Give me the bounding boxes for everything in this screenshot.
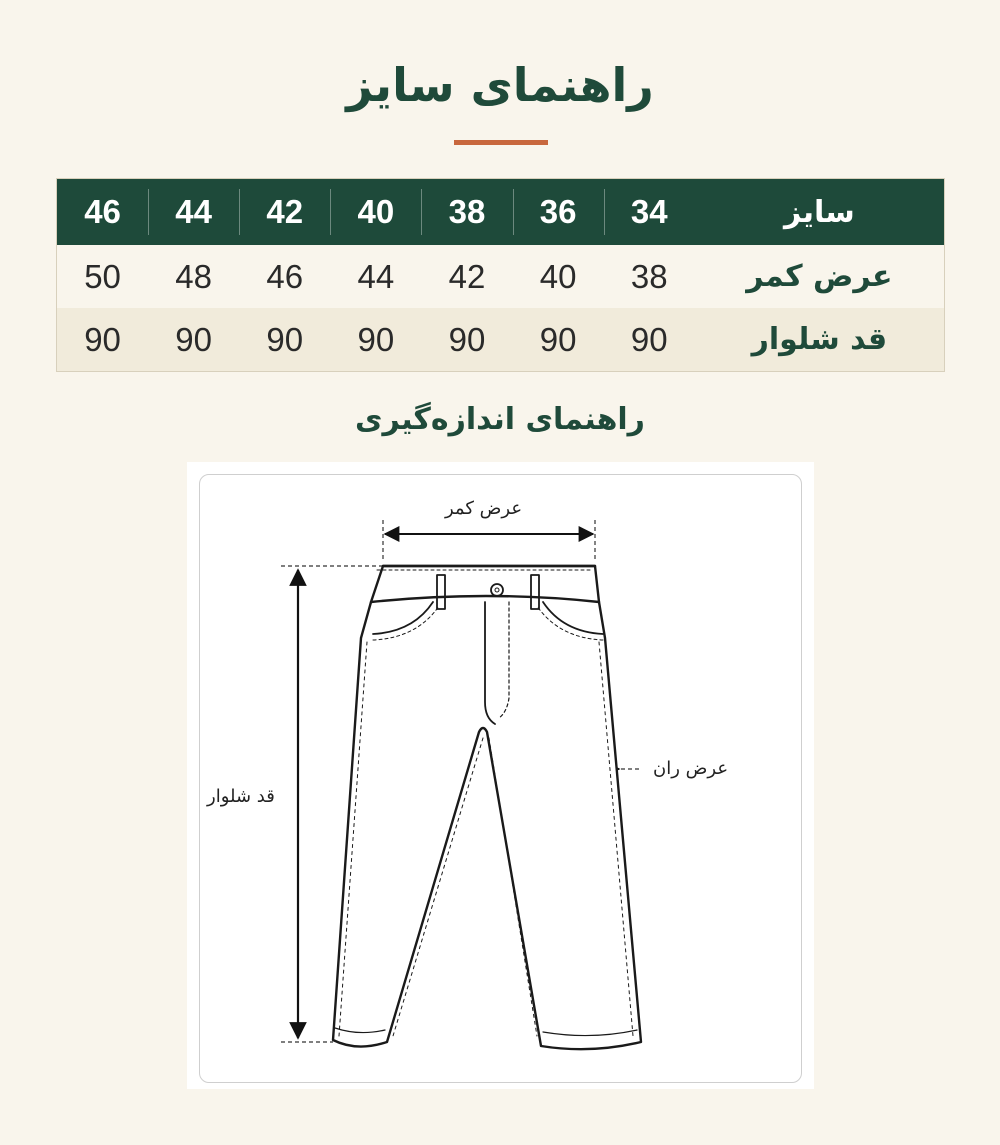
value-cell: 90 [448,320,486,358]
table-row [57,308,944,371]
value-cell: 90 [357,320,395,358]
header-label: سایز [784,194,855,230]
table-header-row [57,179,944,245]
value-cell: 42 [448,257,486,295]
value-cell: 44 [357,257,395,295]
size-cell: 34 [604,179,695,245]
value-cell: 90 [539,320,577,358]
title-underline [454,140,548,145]
table-row [57,245,944,308]
size-cell: 42 [239,179,330,245]
value-cell: 38 [630,257,668,295]
waist-measure-arrow [383,520,595,562]
value-cell: 90 [630,320,668,358]
value-cell: 90 [266,320,304,358]
value-cell: 46 [266,257,304,295]
measurement-diagram [187,462,814,1089]
value-cell: 40 [539,257,577,295]
row-label: عرض کمر [746,259,893,294]
pants-drawing [333,566,641,1049]
value-cell: 48 [175,257,213,295]
measurement-guide-title: راهنمای اندازه‌گیری [355,402,645,437]
size-cell: 36 [513,179,604,245]
size-cell: 38 [421,179,512,245]
row-label: قد شلوار [751,322,888,357]
size-cell: 40 [330,179,421,245]
waist-width-label: عرض کمر [445,498,523,519]
value-cell: 90 [84,320,121,358]
size-cell: 44 [148,179,239,245]
thigh-width-label: عرض ران [653,758,729,779]
page-title: راهنمای سایز [346,58,654,112]
size-cell: 46 [84,193,121,230]
size-table [56,178,945,372]
value-cell: 90 [175,320,213,358]
value-cell: 50 [84,257,121,295]
pants-length-label: قد شلوار [207,786,275,807]
